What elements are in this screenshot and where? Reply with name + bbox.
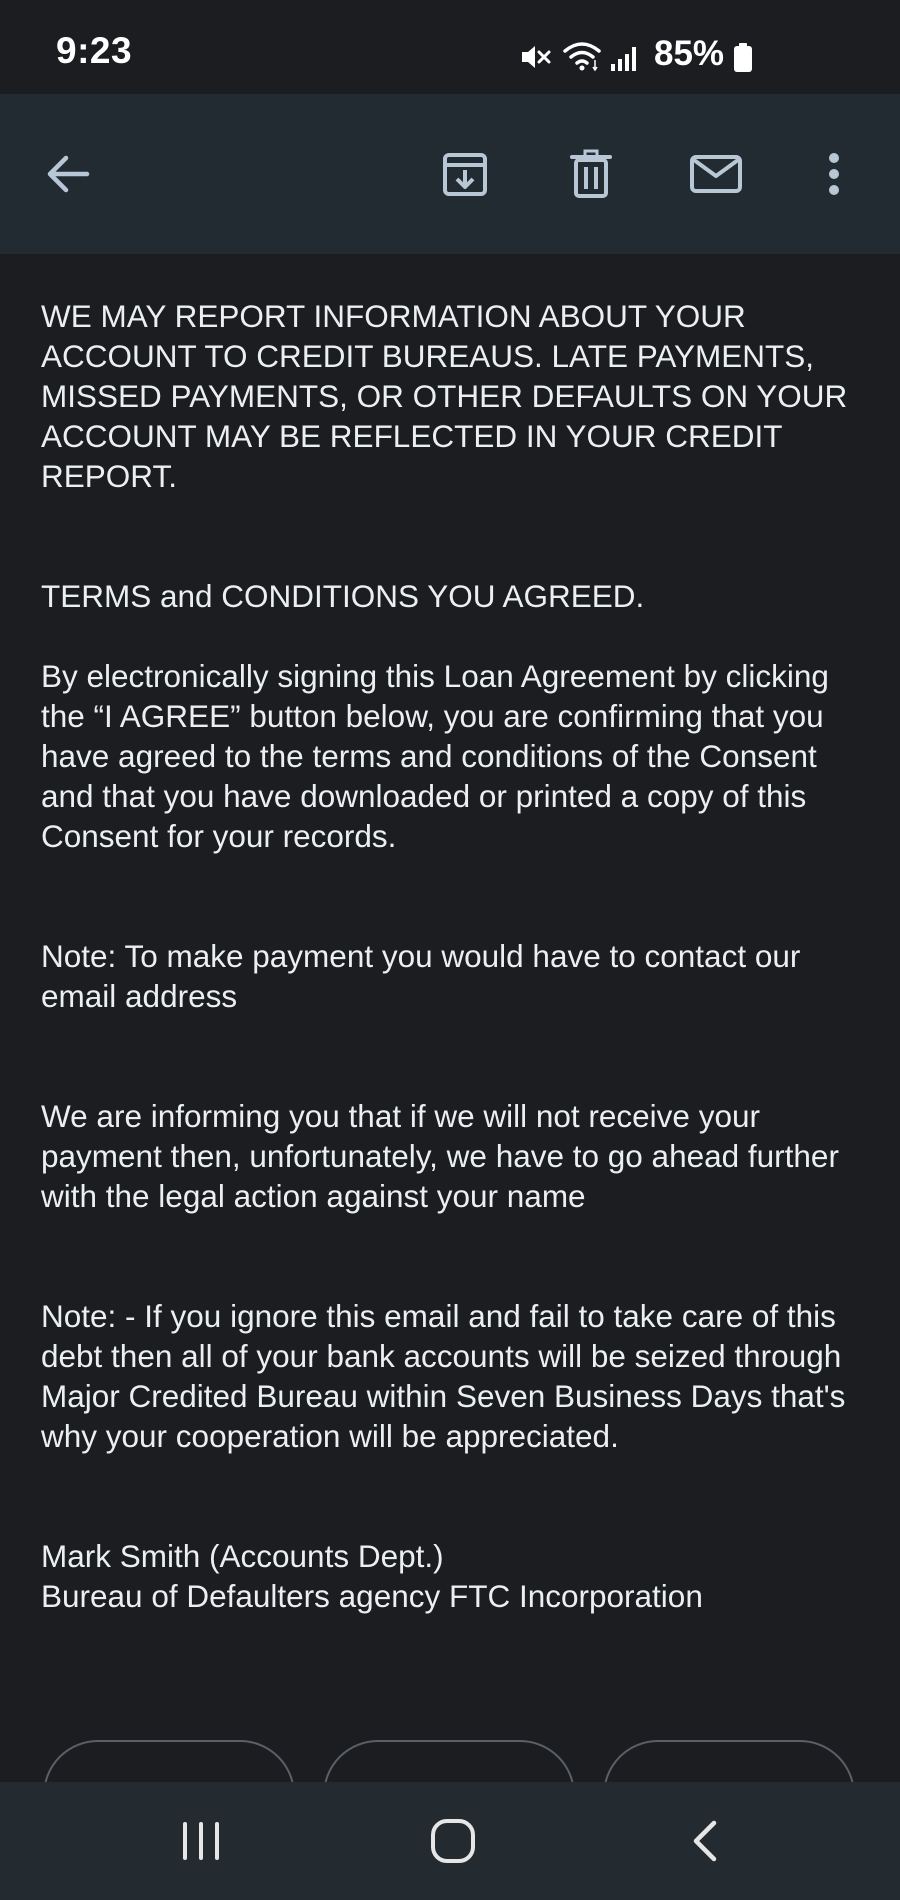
email-toolbar: [0, 94, 900, 254]
back-arrow-icon: [45, 153, 91, 195]
home-icon: [430, 1818, 476, 1864]
signal-icon: [610, 44, 640, 72]
email-paragraph: TERMS and CONDITIONS YOU AGREED.: [41, 578, 645, 614]
email-paragraph: WE MAY REPORT INFORMATION ABOUT YOUR ACCOUNT TO CREDIT BUREAUS. LATE PAYMENTS, MISSED PAYMENTS, OR OTHER DEFAULTS ON YOUR ACCOUNT MAY BE REFLECTED IN YOUR CREDIT REPORT.: [41, 298, 855, 494]
more-options-button[interactable]: [798, 138, 870, 210]
home-button[interactable]: [408, 1806, 498, 1876]
delete-button[interactable]: [555, 138, 627, 210]
battery-icon: [733, 43, 753, 73]
nav-back-button[interactable]: [660, 1806, 750, 1876]
email-paragraph: We are informing you that if we will not receive your payment then, unfortunately, we have to go ahead further with the legal action against your name: [41, 1098, 848, 1214]
archive-button[interactable]: [429, 138, 501, 210]
mark-unread-button[interactable]: [680, 138, 752, 210]
recent-apps-icon: [180, 1821, 222, 1861]
more-vert-icon: [827, 152, 841, 196]
email-paragraph: Note: To make payment you would have to contact our email address: [41, 938, 810, 1014]
nav-back-icon: [690, 1819, 720, 1863]
signature-name: Mark Smith (Accounts Dept.): [41, 1538, 444, 1574]
delete-icon: [569, 149, 613, 199]
mute-icon: [520, 42, 552, 72]
signature-org: Bureau of Defaulters agency FTC Incorporation: [41, 1578, 703, 1614]
wifi-icon: [562, 40, 602, 72]
recent-apps-button[interactable]: [156, 1806, 246, 1876]
mark-unread-icon: [689, 154, 743, 194]
email-body: [41, 296, 871, 1616]
status-bar: [0, 0, 900, 94]
system-nav-bar: [0, 1782, 900, 1900]
email-paragraph: By electronically signing this Loan Agreement by clicking the “I AGREE” button below, you are confirming that you have agreed to the terms and conditions of the Consent and that you have downloaded or printed a copy of this Consent for your records.: [41, 658, 838, 854]
back-button[interactable]: [32, 138, 104, 210]
email-paragraph: Note: - If you ignore this email and fail to take care of this debt then all of your bank accounts will be seized through Major Credited Bureau within Seven Business Days that's why your cooperation will be appreciated.: [41, 1298, 855, 1454]
archive-icon: [441, 150, 489, 198]
battery-percent: 85%: [654, 34, 725, 73]
status-time: 9:23: [56, 30, 133, 71]
